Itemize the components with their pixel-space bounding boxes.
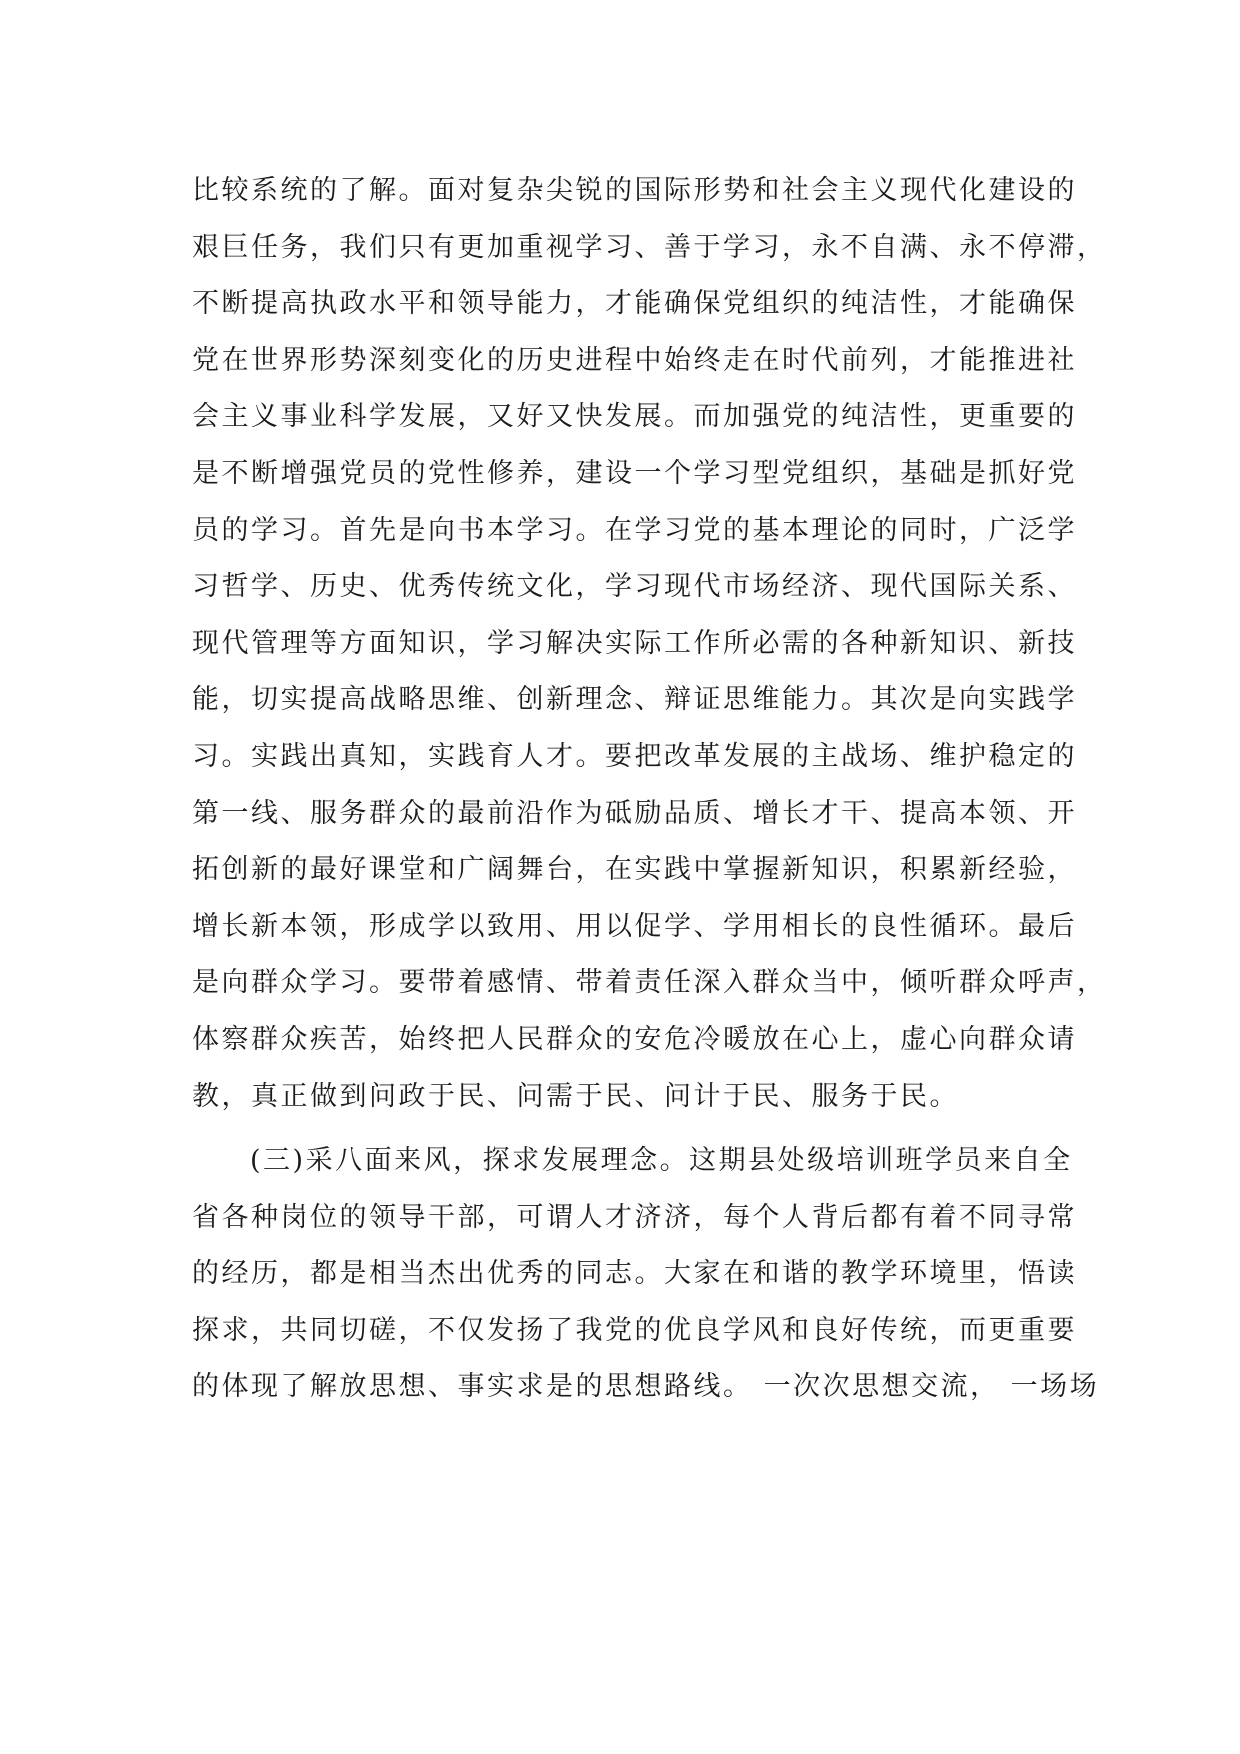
text-line: 的体现了解放思想、事实求是的思想路线。 一次次思想交流， 一场场 (192, 1371, 1100, 1403)
text-line: 教，真正做到问政于民、问需于民、问计于民、服务于民。 (192, 1080, 959, 1112)
text-line: 员的学习。首先是向书本学习。在学习党的基本理论的同时，广泛学 (192, 514, 1077, 546)
text-line: 能，切实提高战略思维、创新理念、辩证思维能力。其次是向实践学 (192, 684, 1077, 716)
text-line: 拓创新的最好课堂和广阔舞台，在实践中掌握新知识，积累新经验， (192, 854, 1077, 886)
paragraph-spacer (192, 1125, 1052, 1133)
text-line: 的经历，都是相当杰出优秀的同志。大家在和谐的教学环境里，悟读 (192, 1258, 1077, 1290)
document-body (192, 163, 1107, 1416)
text-line: 习。实践出真知，实践育人才。要把改革发展的主战场、维护稳定的 (192, 740, 1077, 772)
text-line: 第一线、服务群众的最前沿作为砥励品质、增长才干、提高本领、开 (192, 797, 1077, 829)
text-line: 习哲学、历史、优秀传统文化，学习现代市场经济、现代国际关系、 (192, 571, 1077, 603)
text-line: 会主义事业科学发展，又好又快发展。而加强党的纯洁性，更重要的 (192, 401, 1077, 433)
text-line: 体察群众疾苦，始终把人民群众的安危冷暖放在心上，虚心向群众请 (192, 1023, 1077, 1055)
paragraph-1 (192, 163, 1107, 1125)
text-line: 不断提高执政水平和领导能力，才能确保党组织的纯洁性，才能确保 (192, 288, 1077, 320)
text-line: 增长新本领，形成学以致用、用以促学、学用相长的良性循环。最后 (192, 910, 1077, 942)
text-line: 艰巨任务，我们只有更加重视学习、善于学习，永不自满、永不停滞， (192, 231, 1107, 263)
text-line: 省各种岗位的领导干部，可谓人才济济，每个人背后都有着不同寻常 (192, 1201, 1077, 1233)
text-line: 是不断增强党员的党性修养，建设一个学习型党组织，基础是抓好党 (192, 457, 1077, 489)
text-line: 探求，共同切磋，不仅发扬了我党的优良学风和良好传统，而更重要 (192, 1314, 1077, 1346)
text-line: 现代管理等方面知识，学习解决实际工作所必需的各种新知识、新技 (192, 627, 1077, 659)
paragraph-2 (192, 1133, 1100, 1416)
text-line: 党在世界形势深刻变化的历史进程中始终走在时代前列，才能推进社 (192, 344, 1077, 376)
text-line: (三)采八面来风，探求发展理念。这期县处级培训班学员来自全 (250, 1145, 1073, 1177)
text-line: 比较系统的了解。面对复杂尖锐的国际形势和社会主义现代化建设的 (192, 175, 1077, 206)
text-line: 是向群众学习。要带着感情、带着责任深入群众当中，倾听群众呼声， (192, 967, 1107, 999)
